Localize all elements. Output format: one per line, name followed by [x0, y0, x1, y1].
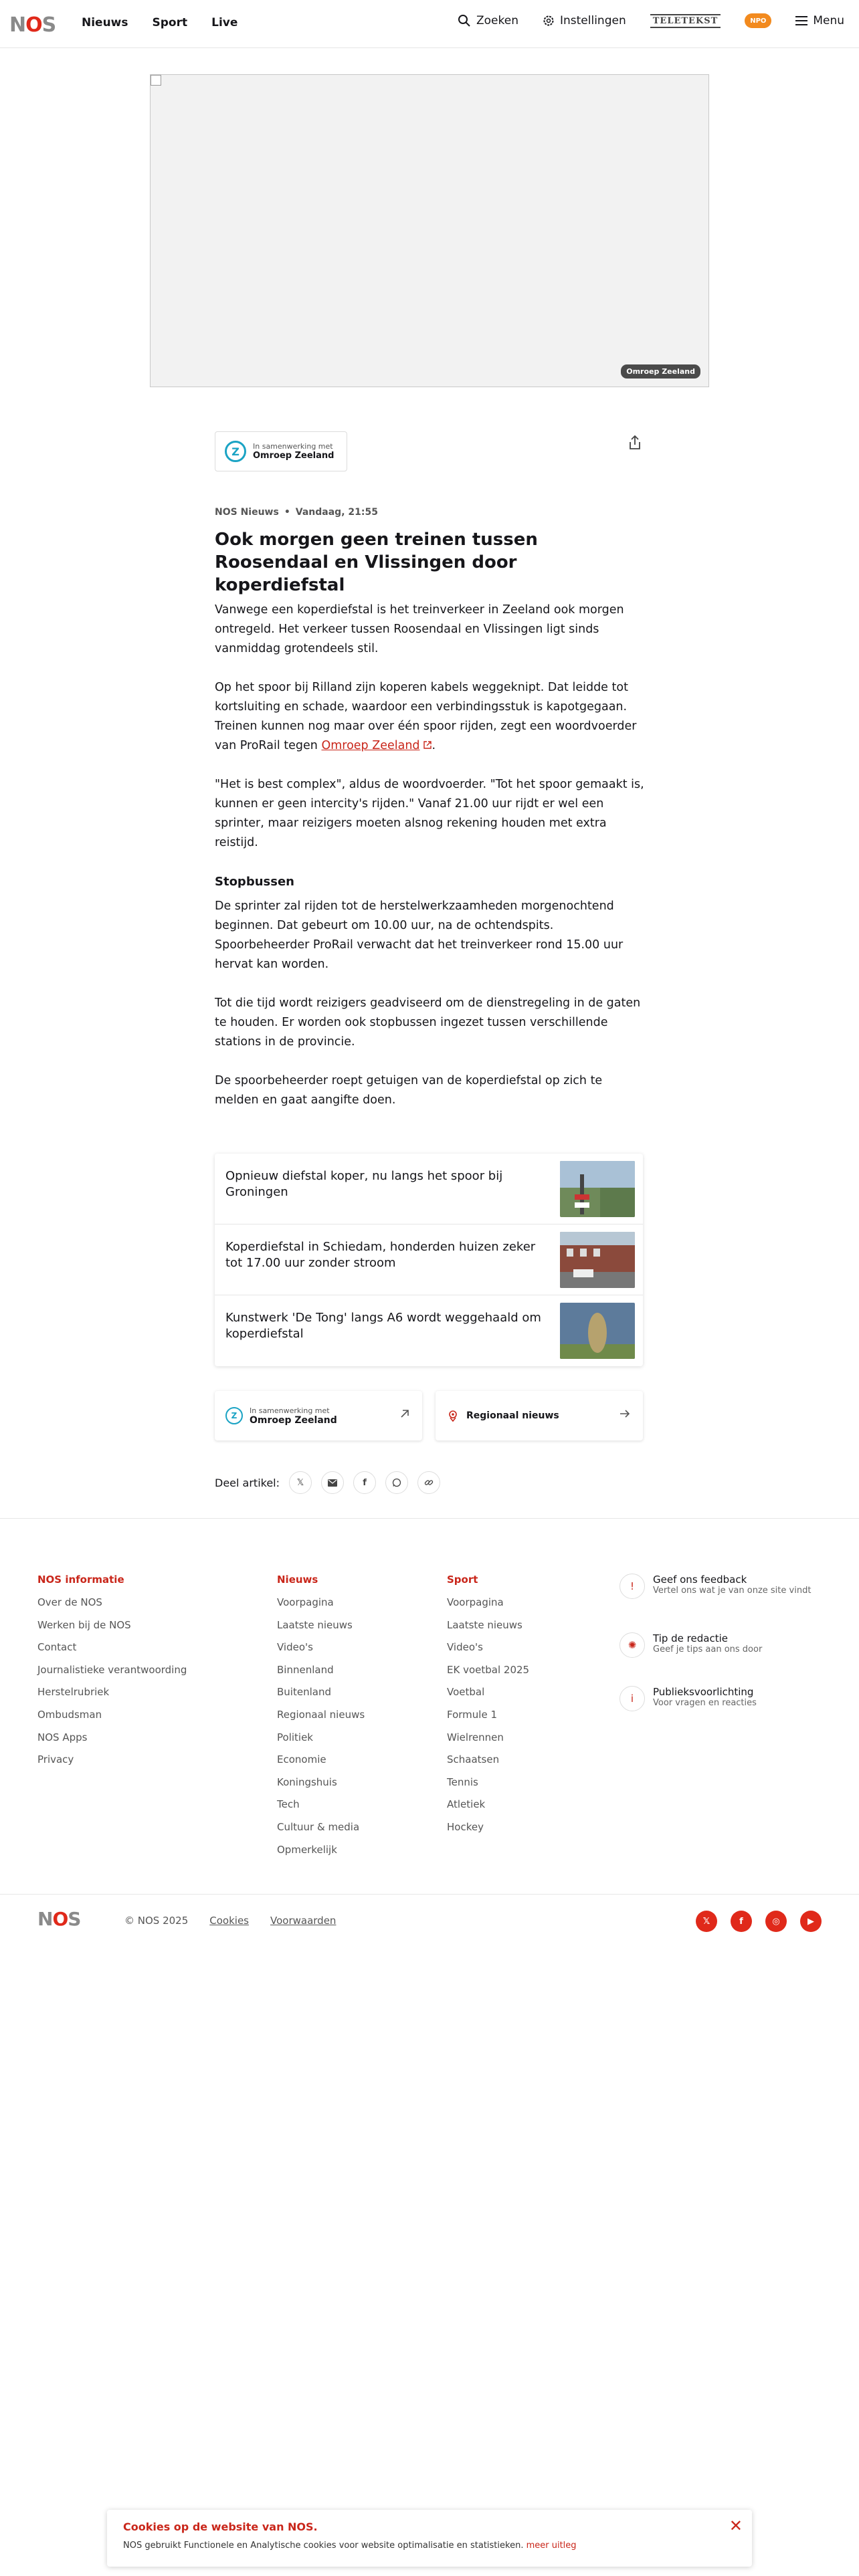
paragraph-2-text: Op het spoor bij Rilland zijn koperen kabels weggeknipt. Dat leidde tot kortsluiting en schade, waardoor een verbindingsstuk is kapotgegaan. Treinen kunnen nog maar over één spoor rijden, zegt een woordvoerder van ProRail tegen: [215, 681, 637, 752]
search-button[interactable]: [458, 14, 518, 27]
paragraph-1: Vanwege een koperdiefstal is het treinverkeer in Zeeland ook morgen ontregeld. Het verkeer tussen Roosendaal en Vlissingen ligt sinds vanmiddag grotendeels stil.: [215, 603, 624, 655]
broken-image-icon: [151, 75, 161, 86]
related-thumbnail: [560, 1161, 635, 1217]
link-icon: [424, 1478, 434, 1487]
footer-sport-link[interactable]: EK voetbal 2025: [447, 1663, 530, 1676]
article-title: Ook morgen geen treinen tussen Roosendaal en Vlissingen door koperdiefstal: [215, 530, 538, 595]
youtube-icon[interactable]: ▶: [800, 1911, 822, 1932]
x-icon[interactable]: 𝕏: [696, 1911, 717, 1932]
paragraph-2: [215, 678, 644, 756]
footer-info-title: NOS informatie: [37, 1574, 124, 1586]
site-header: [0, 0, 859, 48]
related-item[interactable]: [215, 1295, 643, 1366]
footer-news-link[interactable]: Koningshuis: [277, 1776, 337, 1788]
related-title: Kunstwerk 'De Tong' langs A6 wordt weggehaald om koperdiefstal: [225, 1311, 541, 1341]
footer-news-link[interactable]: Video's: [277, 1641, 313, 1654]
footer-news-column: [277, 1574, 365, 1866]
footer-info-link[interactable]: Journalistieke verantwoording: [37, 1663, 187, 1676]
settings-label: Instellingen: [559, 14, 626, 27]
external-link-icon: [423, 740, 432, 750]
footer-sport-link[interactable]: Voetbal: [447, 1686, 485, 1699]
footer-news-link[interactable]: Economie: [277, 1753, 326, 1766]
footer-news-link[interactable]: Politiek: [277, 1731, 313, 1743]
footer-news-link[interactable]: Tech: [277, 1798, 300, 1811]
share-label: Deel artikel:: [215, 1476, 280, 1489]
footer-sport-column: [447, 1574, 529, 1844]
article-meta: [215, 507, 378, 518]
footer-sport-link[interactable]: Wielrennen: [447, 1731, 504, 1743]
footer-news-link[interactable]: Binnenland: [277, 1663, 334, 1676]
section-heading: Stopbussen: [215, 875, 294, 889]
cookie-text: [123, 2541, 577, 2551]
cookies-link[interactable]: Cookies: [209, 1915, 249, 1927]
related-item[interactable]: [215, 1154, 643, 1224]
share-button[interactable]: [626, 433, 644, 452]
cta-title: Publieksvoorlichting: [653, 1686, 754, 1698]
footer-news-link[interactable]: Cultuur & media: [277, 1820, 360, 1833]
paragraph-5: Tot die tijd wordt reizigers geadviseerd om de dienstregeling in de gaten te houden. Er worden ook stopbussen ingezet tussen verschillende stations in de provincie.: [215, 996, 641, 1049]
collab-label: In samenwerking met: [253, 442, 333, 451]
footer-info-link[interactable]: Over de NOS: [37, 1596, 102, 1608]
hamburger-icon: [795, 16, 807, 25]
search-icon: [458, 14, 471, 27]
npo-logo[interactable]: NPO: [745, 13, 771, 28]
footer-news-link[interactable]: Opmerkelijk: [277, 1843, 337, 1856]
feedback-link[interactable]: [619, 1574, 820, 1599]
article-source: NOS Nieuws: [215, 507, 279, 518]
nav-nieuws[interactable]: Nieuws: [82, 16, 128, 29]
omroep-zeeland-link-text: Omroep Zeeland: [321, 739, 420, 752]
close-icon[interactable]: ✕: [729, 2516, 743, 2535]
footer-info-link[interactable]: Herstelrubriek: [37, 1686, 110, 1699]
cta-sub: Vertel ons wat je van onze site vindt: [653, 1586, 812, 1596]
cookie-description: NOS gebruikt Functionele en Analytische cookies voor website optimalisatie en statistieken.: [123, 2541, 524, 2551]
paragraph-2-end: .: [432, 739, 436, 752]
share-x-button[interactable]: [289, 1471, 312, 1494]
cookie-more-link[interactable]: meer uitleg: [526, 2541, 577, 2551]
footer-sport-link[interactable]: Tennis: [447, 1776, 478, 1788]
footer-sport-link[interactable]: Laatste nieuws: [447, 1618, 522, 1631]
regional-news-label: Regionaal nieuws: [466, 1410, 559, 1421]
gear-icon: [543, 15, 555, 27]
location-pin-icon: [446, 1409, 460, 1422]
search-label: Zoeken: [476, 14, 518, 27]
cta-sub: Voor vragen en reacties: [653, 1698, 757, 1708]
share-facebook-button[interactable]: [353, 1471, 376, 1494]
footer-sport-link[interactable]: Video's: [447, 1641, 483, 1654]
related-thumbnail: [560, 1232, 635, 1288]
copy-link-button[interactable]: [417, 1471, 440, 1494]
cta-title: Geef ons feedback: [653, 1574, 747, 1586]
share-email-button[interactable]: [321, 1471, 344, 1494]
omroep-zeeland-logo: Z: [225, 1407, 243, 1424]
hero-image: [150, 74, 709, 387]
instagram-icon[interactable]: ◎: [765, 1911, 787, 1932]
nav-sport[interactable]: Sport: [152, 16, 188, 29]
share-whatsapp-button[interactable]: [385, 1471, 408, 1494]
omroep-zeeland-card[interactable]: [215, 1391, 422, 1440]
footer-info-link[interactable]: Werken bij de NOS: [37, 1618, 131, 1631]
footer-sport-link[interactable]: Atletiek: [447, 1798, 486, 1811]
whatsapp-icon: [392, 1478, 401, 1487]
cookie-banner: [107, 2510, 752, 2567]
related-title: Opnieuw diefstal koper, nu langs het spoor bij Groningen: [225, 1169, 503, 1199]
collab-name: Omroep Zeeland: [253, 451, 335, 461]
header-actions: [458, 13, 844, 28]
related-item[interactable]: [215, 1224, 643, 1295]
omroep-zeeland-link[interactable]: [321, 739, 432, 752]
meta-separator: •: [284, 507, 290, 518]
site-footer: [0, 1518, 859, 1896]
footer-info-link[interactable]: Ombudsman: [37, 1708, 102, 1721]
footer-info-column: [37, 1574, 187, 1776]
share-icon: [626, 433, 644, 452]
nos-logo[interactable]: NOS: [9, 13, 56, 37]
main-nav: [82, 16, 237, 29]
related-thumbnail: [560, 1303, 635, 1359]
x-icon: 𝕏: [296, 1477, 304, 1488]
info-icon: i: [619, 1686, 645, 1711]
nos-logo-footer[interactable]: NOS: [37, 1908, 81, 1930]
footer-news-title: Nieuws: [277, 1574, 318, 1586]
tip-link[interactable]: [619, 1632, 820, 1658]
terms-link[interactable]: Voorwaarden: [270, 1915, 337, 1927]
omroep-zeeland-logo: Z: [225, 441, 246, 462]
public-info-link[interactable]: [619, 1686, 820, 1711]
cta-title: Tip de redactie: [653, 1632, 728, 1644]
collab-badge[interactable]: [215, 431, 347, 471]
menu-button[interactable]: [795, 14, 844, 27]
social-links: [696, 1911, 822, 1932]
menu-label: Menu: [813, 14, 844, 27]
copyright: © NOS 2025: [124, 1915, 189, 1927]
footer-news-link[interactable]: Regionaal nieuws: [277, 1708, 365, 1721]
footer-info-link[interactable]: Contact: [37, 1641, 77, 1654]
image-credit: Omroep Zeeland: [621, 364, 700, 379]
paragraph-3: "Het is best complex", aldus de woordvoerder. "Tot het spoor gemaakt is, kunnen er geen intercity's rijden." Vanaf 21.00 uur rijdt er wel een sprinter, maar reizigers moeten alsnog rekening houden met extra reistijd.: [215, 778, 644, 849]
article-time: Vandaag, 21:55: [295, 507, 378, 518]
footer-bottom: [0, 1894, 859, 1947]
settings-button[interactable]: [543, 14, 626, 27]
card-name: Omroep Zeeland: [250, 1414, 337, 1426]
paragraph-6: De spoorbeheerder roept getuigen van de koperdiefstal op zich te melden en gaat aangifte doen.: [215, 1074, 603, 1107]
external-arrow-icon: [399, 1408, 410, 1419]
footer-info-link[interactable]: NOS Apps: [37, 1731, 88, 1743]
footer-sport-link[interactable]: Schaatsen: [447, 1753, 500, 1766]
card-label: In samenwerking met: [250, 1406, 330, 1415]
footer-sport-link[interactable]: Voorpagina: [447, 1596, 504, 1608]
cookie-title: Cookies op de website van NOS.: [123, 2520, 318, 2533]
mail-icon: [328, 1479, 337, 1487]
share-row: [215, 1471, 440, 1494]
facebook-icon[interactable]: f: [731, 1911, 752, 1932]
feedback-icon: !: [619, 1574, 645, 1599]
cta-sub: Geef je tips aan ons door: [653, 1644, 763, 1654]
teletekst-link[interactable]: TELETEKST: [650, 14, 721, 28]
related-articles: [215, 1154, 643, 1366]
nav-live[interactable]: Live: [211, 16, 238, 29]
footer-sport-title: Sport: [447, 1574, 478, 1586]
footer-news-link[interactable]: Voorpagina: [277, 1596, 334, 1608]
lightbulb-icon: ✺: [619, 1632, 645, 1658]
facebook-icon: f: [363, 1477, 367, 1488]
arrow-right-icon: [619, 1408, 631, 1419]
article-body: [215, 601, 644, 1130]
footer-news-link[interactable]: Buitenland: [277, 1686, 331, 1699]
paragraph-4: De sprinter zal rijden tot de herstelwerkzaamheden morgenochtend beginnen. Dat gebeurt om 10.00 uur, na de ochtendspits. Spoorbeheerder ProRail verwacht dat het treinverkeer rond 15.00 uur hervat kan worden.: [215, 899, 624, 971]
footer-news-link[interactable]: Laatste nieuws: [277, 1618, 353, 1631]
regional-news-card[interactable]: [436, 1391, 643, 1440]
footer-sport-link[interactable]: Formule 1: [447, 1708, 497, 1721]
footer-info-link[interactable]: Privacy: [37, 1753, 74, 1766]
related-title: Koperdiefstal in Schiedam, honderden huizen zeker tot 17.00 uur zonder stroom: [225, 1240, 536, 1270]
footer-sport-link[interactable]: Hockey: [447, 1820, 484, 1833]
